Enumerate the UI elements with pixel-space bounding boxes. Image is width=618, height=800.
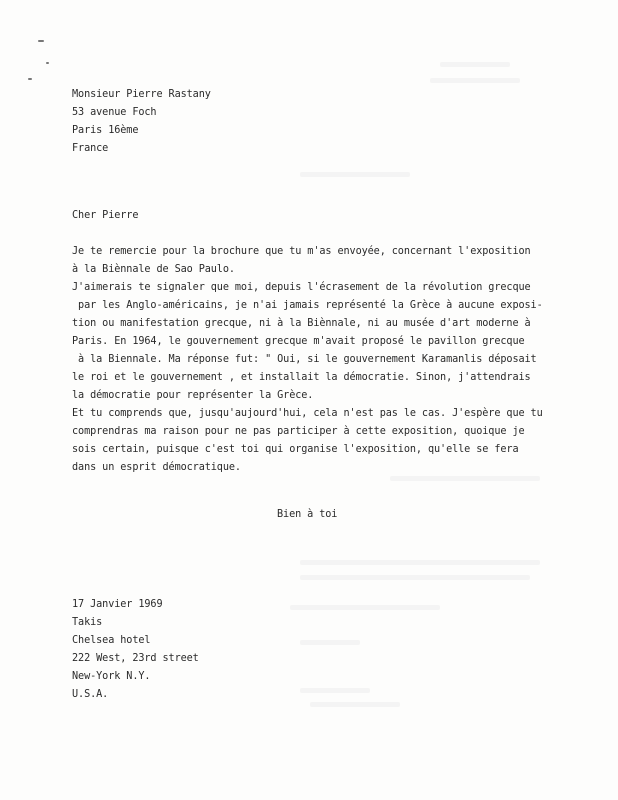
- address-line: 53 avenue Foch: [72, 107, 157, 118]
- bleed-through-mark: [300, 640, 360, 645]
- signature-line: New-York N.Y.: [72, 671, 151, 682]
- bleed-through-mark: [300, 575, 530, 580]
- bleed-through-mark: [300, 560, 540, 565]
- body-line: comprendras ma raison pour ne pas participer à cette exposition, quoique je: [72, 426, 525, 437]
- signature-line: Takis: [72, 617, 103, 628]
- body-line: à la Biènnale de Sao Paulo.: [72, 264, 235, 275]
- bleed-through-mark: [300, 688, 370, 693]
- address-line: France: [72, 143, 109, 154]
- bleed-through-mark: [440, 62, 510, 67]
- closing: Bien à toi: [277, 509, 338, 520]
- body-line: Paris. En 1964, le gouvernement grecque m'avait proposé le pavillon grecque: [72, 336, 525, 347]
- bleed-through-mark: [430, 78, 520, 83]
- body-line: J'aimerais te signaler que moi, depuis l'écrasement de la révolution grecque: [72, 282, 531, 293]
- body-line: par les Anglo-américains, je n'ai jamais représenté la Grèce à aucune exposi-: [72, 300, 543, 311]
- body-line: la démocratie pour représenter la Grèce.: [72, 390, 314, 401]
- body-line: sois certain, puisque c'est toi qui organise l'exposition, qu'elle se fera: [72, 444, 519, 455]
- signature-line: 17 Janvier 1969: [72, 599, 163, 610]
- salutation: Cher Pierre: [72, 210, 139, 221]
- signature-line: Chelsea hotel: [72, 635, 151, 646]
- body-line: Je te remercie pour la brochure que tu m'as envoyée, concernant l'exposition: [72, 246, 531, 257]
- speck-mark: [46, 62, 49, 64]
- body-line: à la Biennale. Ma réponse fut: " Oui, si le gouvernement Karamanlis déposait: [72, 354, 537, 365]
- body-line: dans un esprit démocratique.: [72, 462, 241, 473]
- body-line: Et tu comprends que, jusqu'aujourd'hui, cela n'est pas le cas. J'espère que tu: [72, 408, 543, 419]
- bleed-through-mark: [390, 476, 540, 481]
- address-line: Monsieur Pierre Rastany: [72, 89, 211, 100]
- speck-mark: [28, 78, 32, 80]
- speck-mark: [38, 40, 44, 42]
- address-line: Paris 16ème: [72, 125, 139, 136]
- signature-line: U.S.A.: [72, 689, 109, 700]
- signature-line: 222 West, 23rd street: [72, 653, 199, 664]
- body-line: le roi et le gouvernement , et installait la démocratie. Sinon, j'attendrais: [72, 372, 531, 383]
- body-line: tion ou manifestation grecque, ni à la Biènnale, ni au musée d'art moderne à: [72, 318, 531, 329]
- bleed-through-mark: [310, 702, 400, 707]
- bleed-through-mark: [290, 605, 440, 610]
- bleed-through-mark: [300, 172, 410, 177]
